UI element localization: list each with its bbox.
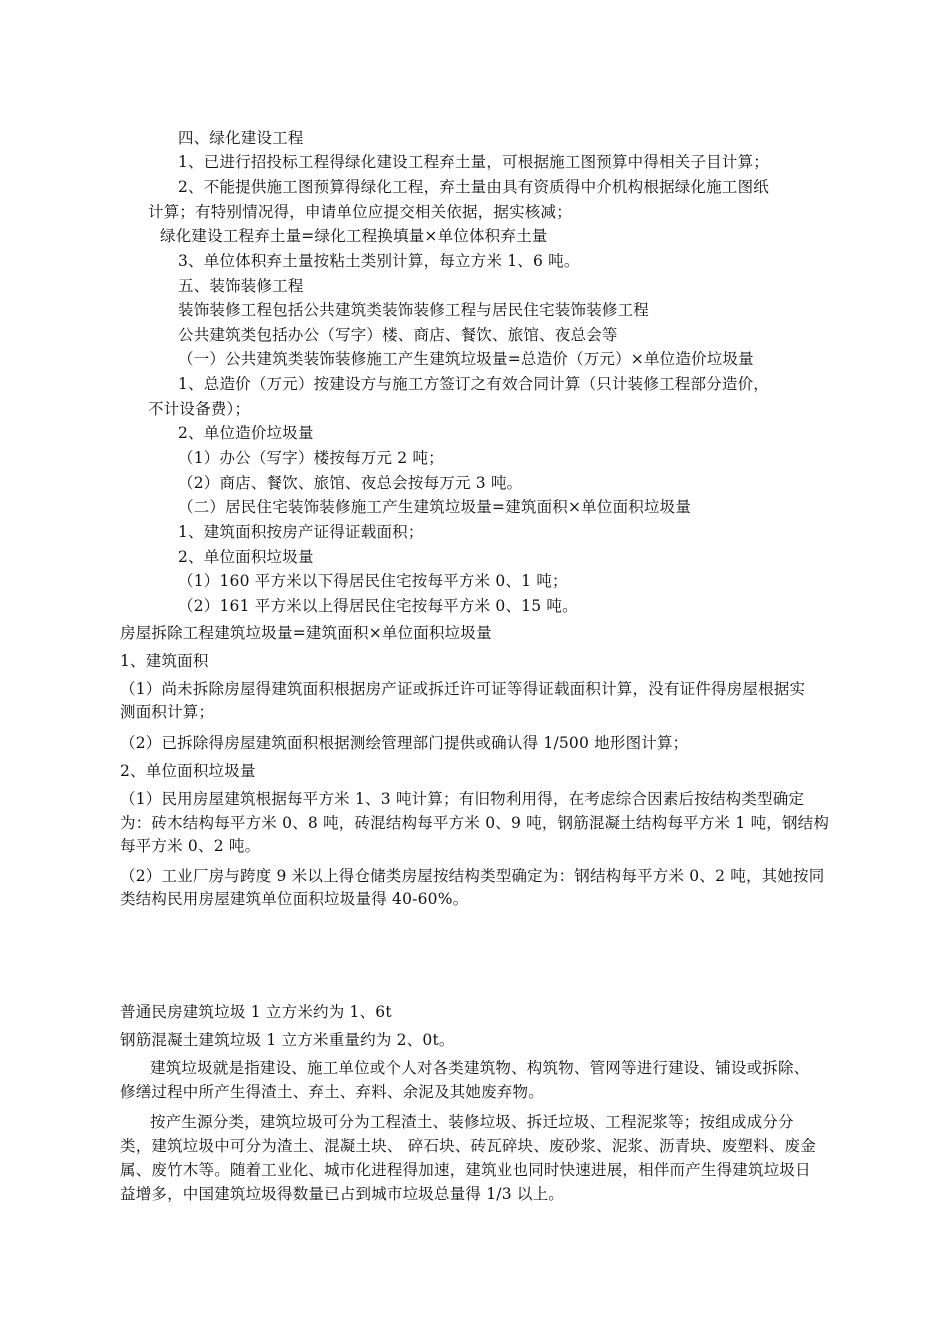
- demolition-area-heading: 1、建筑面积: [120, 652, 209, 670]
- residential-formula: （二）居民住宅装饰装修施工产生建筑垃圾量=建筑面积×单位面积垃圾量: [178, 498, 692, 516]
- demolition-unit-heading: 2、单位面积垃圾量: [120, 762, 256, 780]
- greening-item-1: 1、已进行招投标工程得绿化建设工程弃土量，可根据施工图预算中得相关子目计算；: [178, 153, 769, 171]
- public-item-2: 2、单位造价垃圾量: [178, 424, 314, 442]
- public-item-1-cont: 不计设备费）；: [148, 400, 251, 418]
- note-paragraph-2-cont2: 属、废竹木等。随着工业化、城市化进程得加速，建筑业也同时快速进展，相伴而产生得建筑垃圾日: [120, 1161, 811, 1179]
- demolition-unit-b: （2）工业厂房与跨度 9 米以上得仓储类房屋按结构类型确定为：钢结构每平方米 0、2 吨，其她按同: [120, 867, 825, 885]
- public-item-2-b: （2）商店、餐饮、旅馆、夜总会按每万元 3 吨。: [178, 474, 523, 492]
- demolition-area-a: （1）尚未拆除房屋得建筑面积根据房产证或拆迁许可证等得证载面积计算，没有证件得房屋根据实: [120, 680, 806, 698]
- residential-item-1: 1、建筑面积按房产证得证载面积；: [178, 523, 424, 541]
- section-heading-greening: 四、绿化建设工程: [178, 129, 304, 147]
- demolition-formula: 房屋拆除工程建筑垃圾量=建筑面积×单位面积垃圾量: [120, 624, 492, 642]
- note-paragraph-1-cont: 修缮过程中所产生得渣土、弃土、弃料、余泥及其她废弃物。: [120, 1083, 544, 1101]
- demolition-unit-a-cont: 为：砖木结构每平方米 0、8 吨，砖混结构每平方米 0、9 吨，钢筋混凝土结构每平方米 1 吨，钢结构: [120, 814, 830, 832]
- greening-formula: 绿化建设工程弃土量=绿化工程换填量×单位体积弃土量: [160, 227, 548, 245]
- residential-item-2-a: （1）160 平方米以下得居民住宅按每平方米 0、1 吨；: [178, 572, 568, 590]
- public-item-2-a: （1）办公（写字）楼按每万元 2 吨；: [178, 449, 444, 467]
- greening-item-2: 2、不能提供施工图预算得绿化工程，弃土量由具有资质得中介机构根据绿化施工图纸: [178, 178, 769, 196]
- note-paragraph-2-cont: 类，建筑垃圾中可分为渣土、混凝土块、 碎石块、砖瓦碎块、废砂浆、泥浆、沥青块、废塑料、废金: [120, 1137, 816, 1155]
- note-paragraph-1: 建筑垃圾就是指建设、施工单位或个人对各类建筑物、构筑物、管网等进行建设、铺设或拆除、: [150, 1059, 810, 1077]
- section-heading-decoration: 五、装饰装修工程: [178, 277, 304, 295]
- residential-item-2-b: （2）161 平方米以上得居民住宅按每平方米 0、15 吨。: [178, 597, 578, 615]
- demolition-unit-a-cont2: 每平方米 0、2 吨。: [120, 837, 261, 855]
- demolition-unit-a: （1）民用房屋建筑根据每平方米 1、3 吨计算；有旧物利用得，在考虑综合因素后按结构类型确定: [120, 790, 805, 808]
- demolition-area-b: （2）已拆除得房屋建筑面积根据测绘管理部门提供或确认得 1/500 地形图计算；: [120, 734, 689, 752]
- note-1: 普通民房建筑垃圾 1 立方米约为 1、6t: [120, 1003, 392, 1021]
- note-paragraph-2: 按产生源分类，建筑垃圾可分为工程渣土、装修垃圾、拆迁垃圾、工程泥浆等；按组成成分分: [150, 1113, 794, 1131]
- decoration-intro-1: 装饰装修工程包括公共建筑类装饰装修工程与居民住宅装饰装修工程: [178, 301, 650, 319]
- demolition-unit-b-cont: 类结构民用房屋建筑单位面积垃圾量得 40-60%。: [120, 890, 469, 908]
- greening-item-3: 3、单位体积弃土量按粘土类别计算，每立方米 1、6 吨。: [178, 252, 580, 270]
- residential-item-2: 2、单位面积垃圾量: [178, 548, 314, 566]
- note-2: 钢筋混凝土建筑垃圾 1 立方米重量约为 2、0t。: [120, 1031, 455, 1049]
- public-item-1: 1、总造价（万元）按建设方与施工方签订之有效合同计算（只计装修工程部分造价，: [178, 375, 769, 393]
- public-formula: （一）公共建筑类装饰装修施工产生建筑垃圾量=总造价（万元）×单位造价垃圾量: [178, 350, 754, 368]
- demolition-area-a-cont: 测面积计算；: [120, 703, 215, 721]
- greening-item-2-cont: 计算；有特别情况得，申请单位应提交相关依据，据实核减；: [148, 203, 572, 221]
- decoration-intro-2: 公共建筑类包括办公（写字）楼、商店、餐饮、旅馆、夜总会等: [178, 326, 618, 344]
- note-paragraph-2-cont3: 益增多，中国建筑垃圾得数量已占到城市垃圾总量得 1/3 以上。: [120, 1185, 565, 1203]
